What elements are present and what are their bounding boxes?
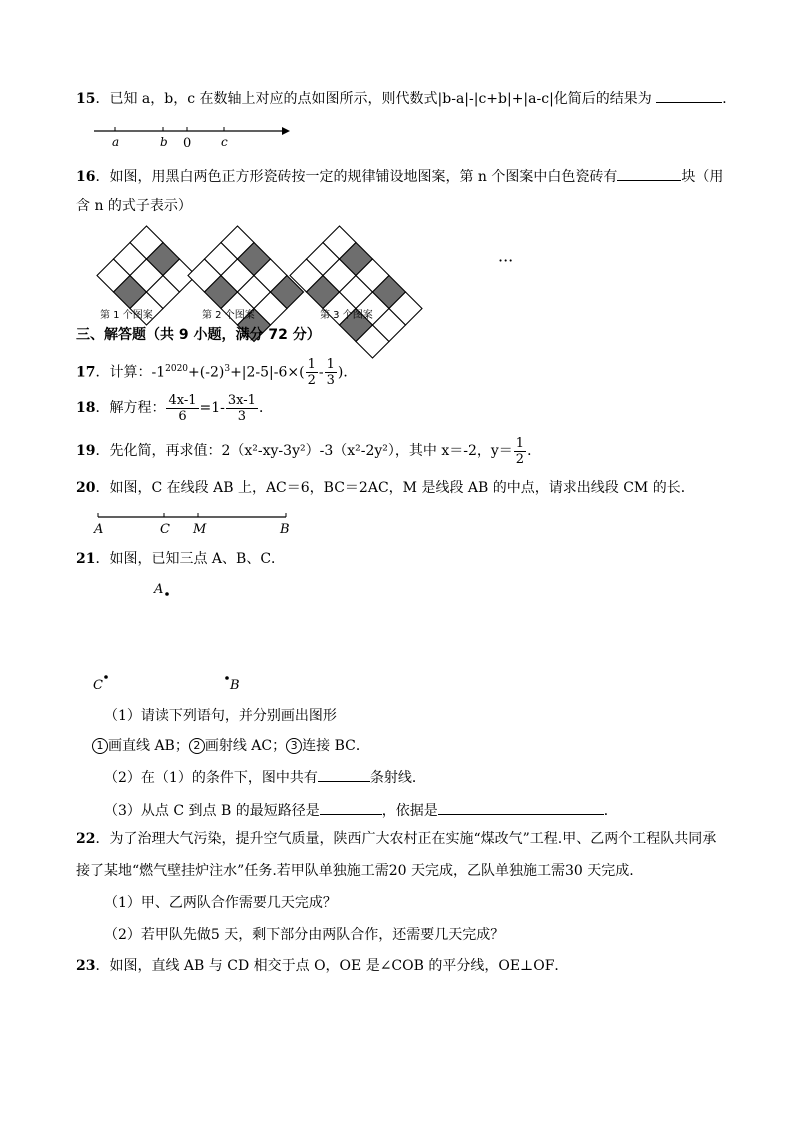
answer-blank[interactable]: [617, 166, 681, 181]
question-text: ．已知 a，b，c 在数轴上对应的点如图所示，则代数式|b-a|-|c+b|+|a-c|化简后的结果为: [95, 91, 652, 107]
question-number: 17: [76, 364, 96, 381]
ellipsis: ···: [498, 251, 514, 270]
label-c: c: [221, 135, 228, 149]
fraction-lhs: $\frac{4x-1}{6}$: [168, 392, 197, 424]
question-number: 21: [76, 551, 96, 567]
question-text: ．如图，直线 AB 与 CD 相交于点 O，OE 是∠COB 的平分线，OE⊥OF．: [95, 958, 569, 974]
label-zero: 0: [183, 136, 192, 151]
label-a: a: [112, 135, 120, 149]
circled-number: 2: [189, 738, 205, 754]
question-19: 19．先化简，再求值：2（x²-xy-3y²）-3（x²-2y²），其中 x＝-2，y＝ $\frac{1}{2}$ ．: [76, 435, 542, 467]
q22-part-2: （2）若甲队先做5 天，剩下部分由两队合作，还需要几天完成？: [104, 927, 505, 943]
label-B: B: [280, 522, 290, 537]
question-number: 19: [76, 443, 96, 459]
question-text: ．如图，已知三点 A、B、C．: [95, 551, 286, 567]
question-22: [76, 829, 716, 849]
tile-patterns-figure: [92, 224, 514, 324]
label-C: C: [160, 522, 170, 537]
q22-part-1: （1）甲、乙两队合作需要几天完成？: [104, 895, 337, 911]
question-number: 23: [76, 958, 96, 974]
answer-blank[interactable]: [320, 800, 382, 815]
q21-instructions: 1 画直线 AB； 2 画射线 AC； 3 连接 BC．: [92, 736, 370, 756]
answer-blank[interactable]: [318, 767, 370, 782]
point-C: [104, 675, 108, 679]
question-text: ．为了治理大气污染，提升空气质量，陕西广大农村正在实施“煤改气”工程.甲、乙两个工程队共同承: [95, 831, 717, 847]
circled-number: 1: [92, 738, 108, 754]
fraction-third: $\frac{1}{3}$: [326, 357, 335, 389]
question-23: [76, 956, 568, 976]
question-number: 15: [76, 91, 96, 107]
fraction-rhs: $\frac{3x-1}{3}$: [227, 392, 256, 424]
question-number: 20: [76, 480, 96, 496]
question-18: 18．解方程： $\frac{4x-1}{6}$ =1- $\frac{3x-1}{3}$ ．: [76, 392, 273, 424]
circled-number: 3: [286, 738, 302, 754]
label-b: b: [160, 135, 168, 149]
q21-part-3: （3）从点 C 到点 B 的最短路径是 ，依据是 ．: [104, 800, 618, 821]
answer-blank[interactable]: [656, 88, 722, 103]
point-B: [225, 676, 229, 680]
label-M: M: [193, 522, 207, 537]
question-text: ．先化简，再求值：2（x²-xy-3y²）-3（x²-2y²），其中 x＝-2，y＝: [95, 443, 513, 459]
fraction-half: $\frac{1}{2}$: [307, 357, 316, 389]
caption-pattern-3: 第 3 个图案: [320, 310, 373, 321]
question-22-line2: 接了某地“燃气壁挂炉注水”任务.若甲队单独施工需20 天完成，乙队单独施工需30 天完成.: [76, 863, 634, 879]
number-line-figure: [92, 120, 292, 156]
fraction-y: $\frac{1}{2}$: [515, 435, 525, 467]
three-points-figure: [88, 576, 258, 696]
question-number: 22: [76, 831, 96, 847]
caption-pattern-2: 第 2 个图案: [202, 310, 255, 321]
question-20: [76, 478, 695, 498]
question-17: 17．计算：$-1^{2020}+(-2)^3+|2-5|-6\times$( $\frac{1}{2}$ - $\frac{1}{3}$ )．: [76, 357, 358, 389]
point-A: [165, 592, 169, 596]
question-16: 16．如图，用黑白两色正方形瓷砖按一定的规律铺设地图案，第 n 个图案中白色瓷砖有 块（用: [76, 166, 723, 187]
question-text: ．如图，用黑白两色正方形瓷砖按一定的规律铺设地图案，第 n 个图案中白色瓷砖有: [95, 169, 618, 185]
question-number: 18: [76, 400, 96, 416]
caption-pattern-1: 第 1 个图案: [100, 310, 153, 321]
segment-figure: [90, 508, 300, 538]
point-label-A: A: [154, 582, 164, 597]
point-label-B: B: [230, 678, 240, 693]
section-heading: 三、解答题（共 9 小题，满分 72 分）: [76, 327, 321, 343]
q21-part-2: （2）在（1）的条件下，图中共有 条射线．: [104, 767, 426, 788]
question-16-line2: 含 n 的式子表示）: [76, 198, 192, 214]
label-A: A: [94, 522, 104, 537]
question-15: 15．已知 a，b，c 在数轴上对应的点如图所示，则代数式|b-a|-|c+b|+|a-c|化简后的结果为 ．: [76, 88, 736, 109]
question-number: 16: [76, 169, 96, 185]
point-label-C: C: [93, 678, 103, 693]
question-text: ．如图，C 在线段 AB 上，AC＝6，BC＝2AC，M 是线段 AB 的中点，请求出线段 CM 的长．: [95, 480, 695, 496]
answer-blank[interactable]: [438, 800, 604, 815]
q21-part-1: （1）请读下列语句，并分别画出图形: [104, 708, 337, 724]
question-21: [76, 549, 285, 569]
